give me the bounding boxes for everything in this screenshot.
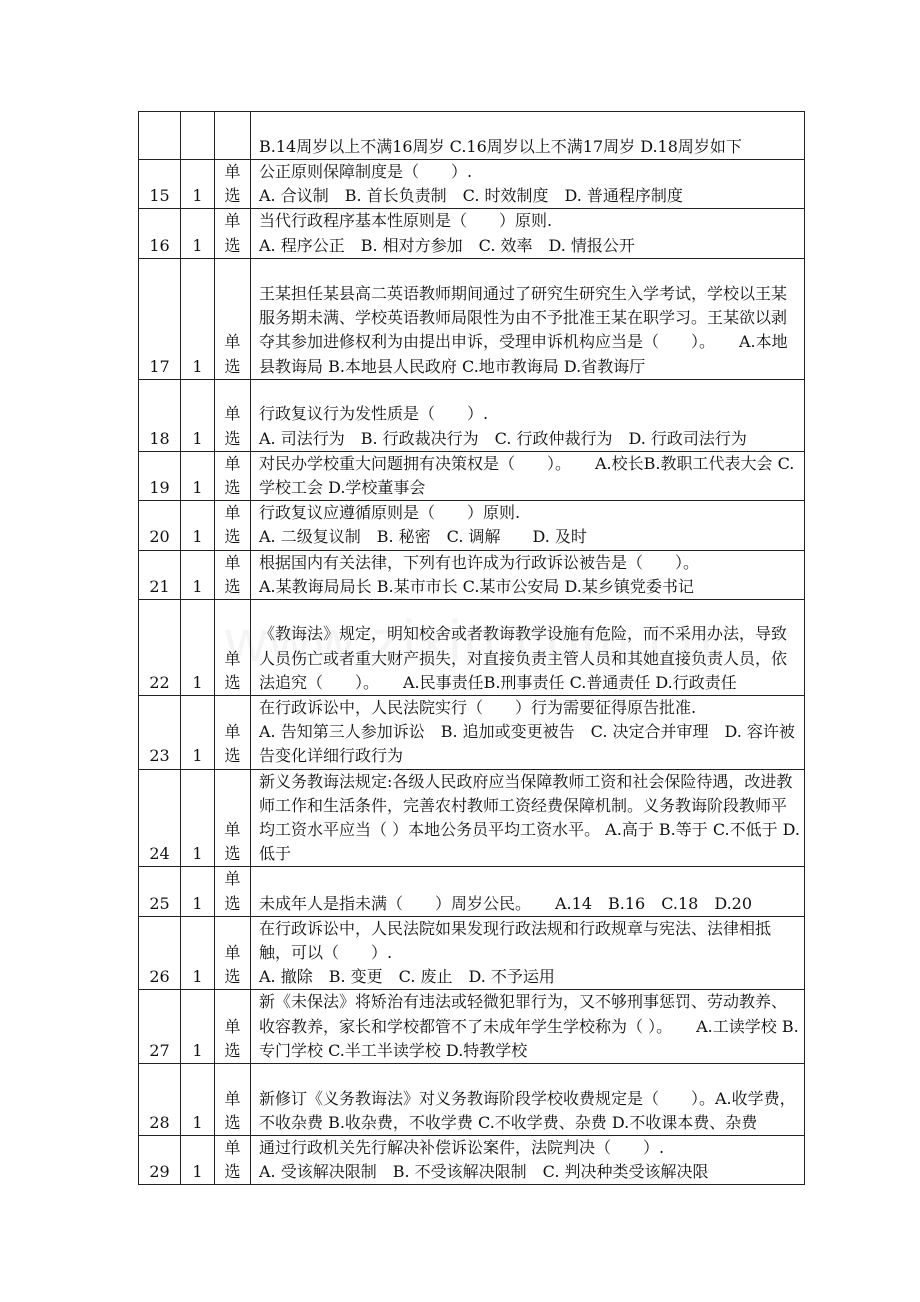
question-text: 行政复议行为发性质是（ ）. A. 司法行为 B. 行政裁决行为 C. 行政仲裁行为 D. 行政司法行为 <box>259 404 747 448</box>
question-score: 1 <box>181 990 215 1064</box>
question-score: 1 <box>181 501 215 550</box>
question-score: 1 <box>181 1064 215 1136</box>
question-type-cell <box>215 916 251 990</box>
question-number: 24 <box>139 769 181 867</box>
question-score: 1 <box>181 550 215 599</box>
question-row <box>139 1064 805 1136</box>
question-cell <box>251 451 805 500</box>
question-score: 1 <box>181 258 215 379</box>
question-row <box>139 600 805 696</box>
question-number: 28 <box>139 1064 181 1136</box>
question-number: 17 <box>139 258 181 379</box>
question-type-cell <box>215 112 251 160</box>
question-score: 1 <box>181 1136 215 1185</box>
question-score: 1 <box>181 769 215 867</box>
question-number: 18 <box>139 379 181 451</box>
question-type-cell <box>215 160 251 209</box>
question-row <box>139 1136 805 1185</box>
question-type: 单选 <box>224 648 241 692</box>
question-type-cell <box>215 209 251 258</box>
question-type-cell <box>215 1136 251 1185</box>
question-text: 在行政诉讼中，人民法院如果发现行政法规和行政规章与宪法、法律相抵触，可以（ ）. A. 撤除 B. 变更 C. 废止 D. 不予运用 <box>259 918 772 987</box>
question-type: 单选 <box>224 332 241 376</box>
question-type: 单选 <box>224 503 241 547</box>
question-row <box>139 550 805 599</box>
question-score: 1 <box>181 600 215 696</box>
question-cell <box>251 1064 805 1136</box>
question-cell <box>251 112 805 160</box>
question-type-cell <box>215 258 251 379</box>
question-text: 《教诲法》规定，明知校舍或者教诲教学设施有危险，而不采用办法，导致人员伤亡或者重大财产损失，对直接负责主管人员和其她直接负责人员，依法追究（ ）。 A.民事责任B.刑事责任 C.普通责任 D.行政责任 <box>259 624 788 692</box>
question-cell <box>251 258 805 379</box>
question-text: 根据国内有关法律，下列有也许成为行政诉讼被告是（ ）。 A.某教诲局局长 B.某市市长 C.某市公安局 D.某乡镇党委书记 <box>259 552 700 596</box>
question-text: B.14周岁以上不满16周岁 C.16周岁以上不满17周岁 D.18周岁如下 <box>259 136 742 156</box>
question-type: 单选 <box>224 820 241 864</box>
question-row <box>139 209 805 258</box>
question-type: 单选 <box>224 869 241 913</box>
question-type-cell <box>215 867 251 916</box>
question-cell <box>251 867 805 916</box>
question-number: 15 <box>139 160 181 209</box>
question-type: 单选 <box>224 1016 241 1060</box>
question-number: 25 <box>139 867 181 916</box>
question-row <box>139 160 805 209</box>
question-text: 未成年人是指未满（ ）周岁公民。 A.14 B.16 C.18 D.20 <box>259 893 753 913</box>
question-text: 王某担任某县高二英语教师期间通过了研究生研究生入学考试，学校以王某服务期未满、学校英语教师局限性为由不予批准王某在职学习。王某欲以剥夺其参加进修权利为由提出申诉，受理申诉机构应当是（ ）。 A.本地县教诲局 B.本地县人民政府 C.地市教诲局 D.省教诲厅 <box>259 284 788 376</box>
question-type-cell <box>215 451 251 500</box>
question-cell <box>251 1136 805 1185</box>
question-number: 21 <box>139 550 181 599</box>
question-row <box>139 501 805 550</box>
question-type: 单选 <box>224 404 241 448</box>
question-number: 20 <box>139 501 181 550</box>
question-number: 19 <box>139 451 181 500</box>
question-row <box>139 451 805 500</box>
question-type-cell <box>215 501 251 550</box>
question-text: 新义务教诲法规定:各级人民政府应当保障教师工资和社会保险待遇，改进教师工作和生活条件，完善农村教师工资经费保障机制。义务教诲阶段教师平均工资水平应当（ ）本地公务员平均工资水平。 A.高于 B.等于 C.不低于 D.低于 <box>259 771 801 864</box>
question-number: 23 <box>139 696 181 770</box>
question-number: 16 <box>139 209 181 258</box>
question-score <box>181 112 215 160</box>
question-cell <box>251 501 805 550</box>
question-type-cell <box>215 769 251 867</box>
question-cell <box>251 916 805 990</box>
question-type: 单选 <box>224 1138 241 1182</box>
question-rows <box>139 112 805 1185</box>
question-row <box>139 696 805 770</box>
question-score: 1 <box>181 451 215 500</box>
question-number: 22 <box>139 600 181 696</box>
question-score: 1 <box>181 696 215 770</box>
question-text: 对民办学校重大问题拥有决策权是（ ）。 A.校长B.教职工代表大会 C.学校工会 D.学校董事会 <box>259 453 795 498</box>
question-type-cell <box>215 696 251 770</box>
question-score: 1 <box>181 160 215 209</box>
question-type: 单选 <box>224 162 241 206</box>
question-type-cell <box>215 1064 251 1136</box>
question-cell <box>251 600 805 696</box>
question-score: 1 <box>181 379 215 451</box>
question-text: 新修订《义务教诲法》对义务教诲阶段学校收费规定是（ ）。A.收学费，不收杂费 B.收杂费，不收学费 C.不收学费、杂费 D.不收课本费、杂费 <box>259 1088 796 1132</box>
question-type: 单选 <box>224 1088 241 1132</box>
question-type: 单选 <box>224 722 241 766</box>
question-text: 公正原则保障制度是（ ）. A. 合议制 B. 首长负责制 C. 时效制度 D. 普通程序制度 <box>259 162 683 206</box>
question-text: 通过行政机关先行解决补偿诉讼案件，法院判决（ ）. A. 受该解决限制 B. 不受该解决限制 C. 判决种类受该解决限 <box>259 1138 709 1182</box>
question-type-cell <box>215 600 251 696</box>
question-score: 1 <box>181 916 215 990</box>
question-number <box>139 112 181 160</box>
question-cell <box>251 769 805 867</box>
question-text: 新《未保法》将矫治有违法或轻微犯罪行为，又不够刑事惩罚、劳动教养、收容教养，家长和学校都管不了未成年学生学校称为（ ）。 A.工读学校 B.专门学校 C.半工半读学校 D.特教学校 <box>259 992 799 1060</box>
question-text: 在行政诉讼中，人民法院实行（ ）行为需要征得原告批准. A. 告知第三人参加诉讼 B. 追加或变更被告 C. 决定合并审理 D. 容许被告变化详细行政行为 <box>259 698 795 766</box>
question-score: 1 <box>181 209 215 258</box>
question-type-cell <box>215 990 251 1064</box>
question-type-cell <box>215 550 251 599</box>
question-cell <box>251 696 805 770</box>
question-row <box>139 379 805 451</box>
question-cell <box>251 379 805 451</box>
question-row <box>139 769 805 867</box>
question-cell <box>251 990 805 1064</box>
question-row <box>139 916 805 990</box>
question-type: 单选 <box>224 453 241 498</box>
question-cell <box>251 209 805 258</box>
question-type: 单选 <box>224 211 241 255</box>
question-row <box>139 990 805 1064</box>
question-text: 行政复议应遵循原则是（ ）原则. A. 二级复议制 B. 秘密 C. 调解 D. 及时 <box>259 503 587 547</box>
question-cell <box>251 550 805 599</box>
question-type: 单选 <box>224 943 241 987</box>
question-number: 27 <box>139 990 181 1064</box>
question-number: 29 <box>139 1136 181 1185</box>
question-type: 单选 <box>224 552 241 596</box>
question-score: 1 <box>181 867 215 916</box>
question-row <box>139 112 805 160</box>
question-type-cell <box>215 379 251 451</box>
question-text: 当代行政程序基本性原则是（ ）原则. A. 程序公正 B. 相对方参加 C. 效率 D. 情报公开 <box>259 211 635 255</box>
question-row <box>139 867 805 916</box>
question-row <box>139 258 805 379</box>
exam-question-table <box>138 111 805 1185</box>
question-number: 26 <box>139 916 181 990</box>
question-cell <box>251 160 805 209</box>
